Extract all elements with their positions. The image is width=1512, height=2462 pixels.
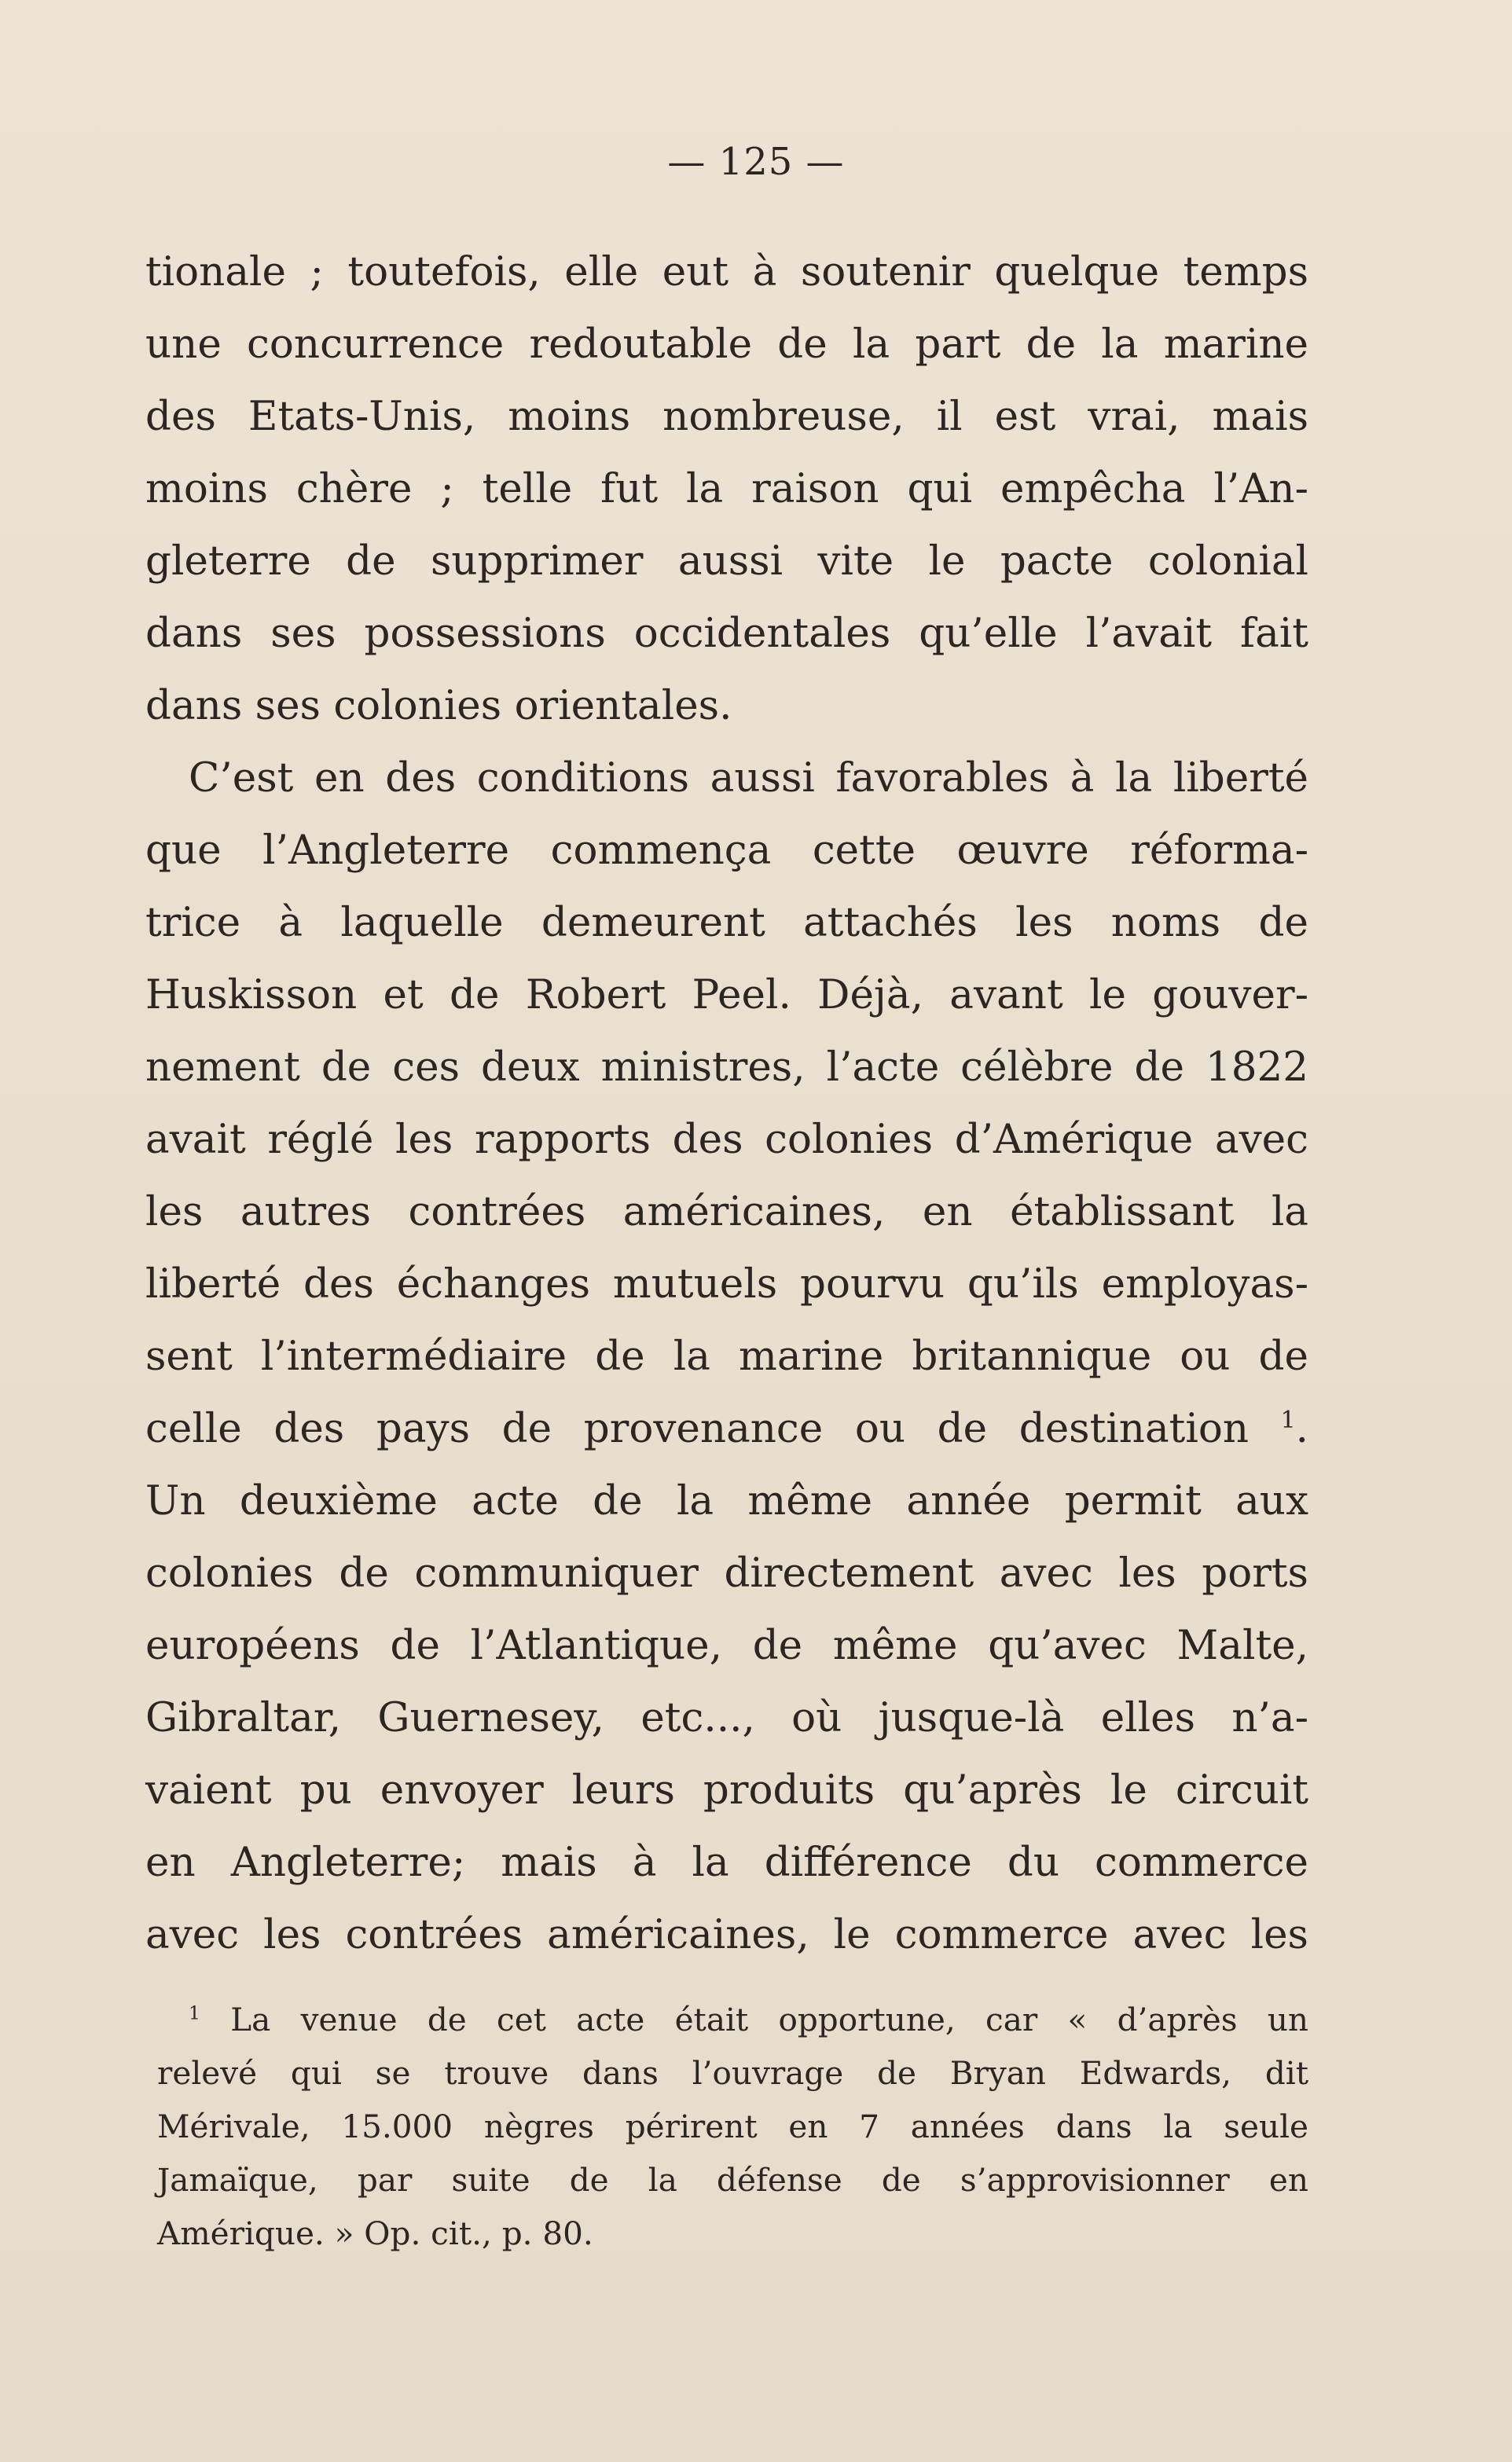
text-line: en Angleterre; mais à la différence du commerce [145,1839,1308,1886]
text-line: les autres contrées américaines, en établissant la [145,1188,1308,1235]
footnote [157,1993,1308,2260]
text-line: Huskisson et de Robert Peel. Déjà, avant le gouver- [145,971,1308,1018]
text-line: C’est en des conditions aussi favorables à la liberté [189,754,1308,802]
footnote-reference-punct: . [1295,1405,1308,1452]
text-line: que l’Angleterre commença cette œuvre réforma- [145,827,1308,874]
footnote-marker: 1 [189,2002,200,2024]
text-line: tionale ; toutefois, elle eut à soutenir quelque temps [145,248,1308,295]
footnote-line: Mérivale, 15.000 nègres périrent en 7 années dans la seule [157,2108,1308,2145]
footnote-reference: 1 [1280,1406,1296,1434]
footnote-line [157,1993,1308,2046]
text-line: dans ses possessions occidentales qu’elle l’avait fait [145,610,1308,657]
text-line: des Etats-Unis, moins nombreuse, il est vrai, mais [145,393,1308,440]
text-line: européens de l’Atlantique, de même qu’avec Malte, [145,1622,1308,1669]
footnote-line: relevé qui se trouve dans l’ouvrage de Bryan Edwards, dit [157,2054,1308,2092]
body-text [145,236,1308,1971]
text-line: avec les contrées américaines, le commerce avec les [145,1911,1308,1958]
text-line: une concurrence redoutable de la part de la marine [145,321,1308,368]
footnote-line: Jamaïque, par suite de la défense de s’approvisionner en [157,2161,1308,2199]
footnote-line: Amérique. » Op. cit., p. 80. [157,2214,593,2252]
text-line: Gibraltar, Guernesey, etc..., où jusque-là elles n’a- [145,1694,1308,1741]
text-line: dans ses colonies orientales. [145,682,732,729]
text-line: avait réglé les rapports des colonies d’Amérique avec [145,1116,1308,1163]
text-line: nement de ces deux ministres, l’acte célèbre de 1822 [145,1044,1308,1091]
text-line: trice à laquelle demeurent attachés les noms de [145,899,1308,946]
text-line-with-footnote-ref [145,1392,1308,1465]
text-line: liberté des échanges mutuels pourvu qu’ils employas- [145,1260,1308,1308]
page-number: — 125 — [667,140,845,184]
text-line: vaient pu envoyer leurs produits qu’après le circuit [145,1767,1308,1814]
text-line: sent l’intermédiaire de la marine britannique ou de [145,1333,1308,1380]
text-line: moins chère ; telle fut la raison qui empêcha l’An- [145,465,1308,512]
text-line: Un deuxième acte de la même année permit aux [145,1477,1308,1525]
text-line: gleterre de supprimer aussi vite le pacte colonial [145,538,1308,585]
text-line: colonies de communiquer directement avec les ports [145,1550,1308,1597]
footnote-line-content: La venue de cet acte était opportune, car « d’après un [230,2001,1309,2038]
text-line-content: celle des pays de provenance ou de destination [145,1405,1249,1452]
